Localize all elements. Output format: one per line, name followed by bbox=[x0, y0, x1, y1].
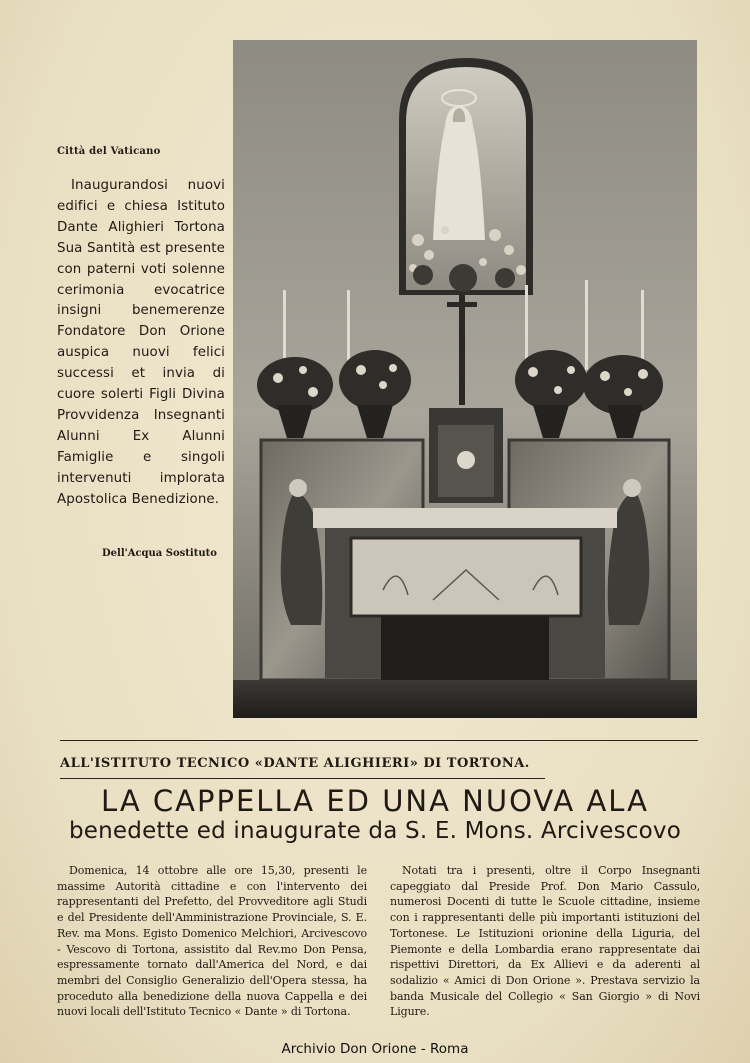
article-kicker: ALL'ISTITUTO TECNICO «DANTE ALIGHIERI» DI TORTONA. bbox=[60, 756, 530, 771]
article-column-1: Domenica, 14 ottobre alle ore 15,30, presenti le massime Autorità cittadine e con l'intervento dei rappresentanti del Prefetto, del Provveditore agli Studi e del Presidente dell'Amministrazione Provinciale, S. E. Rev. ma Mons. Egisto Domenico Melchiori, Arcivescovo - Vescovo di Tortona, assistito dal Rev.mo Don Pensa, espressamente tornato dall'America del Nord, e dai membri del Consiglio Generalizio dell'Opera stessa, ha proceduto alla benedizione della nuova Cappella e dei nuovi locali dell'Istituto Tecnico « Dante » di Tortona. bbox=[57, 864, 367, 1019]
article-column-2: Notati tra i presenti, oltre il Corpo Insegnanti capeggiato dal Preside Prof. Don Mario Cassulo, numerosi Docenti di tutte le Scuole cittadine, insieme con i rappresentanti delle più importanti istituzioni del Tortonese. Le Istituzioni orionine della Liguria, del Piemonte e della Lombardia erano rappresentate dai rispettivi Direttori, da Ex Allievi e da aderenti al sodalizio « Amici di Don Orione ». Prestava servizio la banda Musicale del Collegio « San Giorgio » di Novi Ligure. bbox=[390, 864, 700, 1019]
chapel-altar-illustration bbox=[233, 40, 697, 718]
telegram-signature: Dell'Acqua Sostituto bbox=[102, 548, 217, 559]
telegram-text: Inaugurandosi nuovi edifici e chiesa Istituto Dante Alighieri Tortona Sua Santità est presente con paterni voti solenne cerimonia evocatrice insigni benemerenze Fondatore Don Orione auspica nuovi felici successi et invia di cuore solerti Figli Divina Provvidenza Insegnanti Alunni Ex Alunni Famiglie e singoli intervenuti implorata Apostolica Benedizione. bbox=[57, 178, 225, 507]
kicker-underline bbox=[60, 778, 545, 779]
chapel-photo bbox=[233, 40, 697, 718]
article-headline: LA CAPPELLA ED UNA NUOVA ALA bbox=[101, 784, 649, 818]
archive-footer: Archivio Don Orione - Roma bbox=[281, 1041, 469, 1057]
telegram-place: Città del Vaticano bbox=[57, 146, 161, 157]
top-rule bbox=[60, 740, 698, 741]
article-subheadline: benedette ed inaugurate da S. E. Mons. Arcivescovo bbox=[69, 818, 681, 844]
